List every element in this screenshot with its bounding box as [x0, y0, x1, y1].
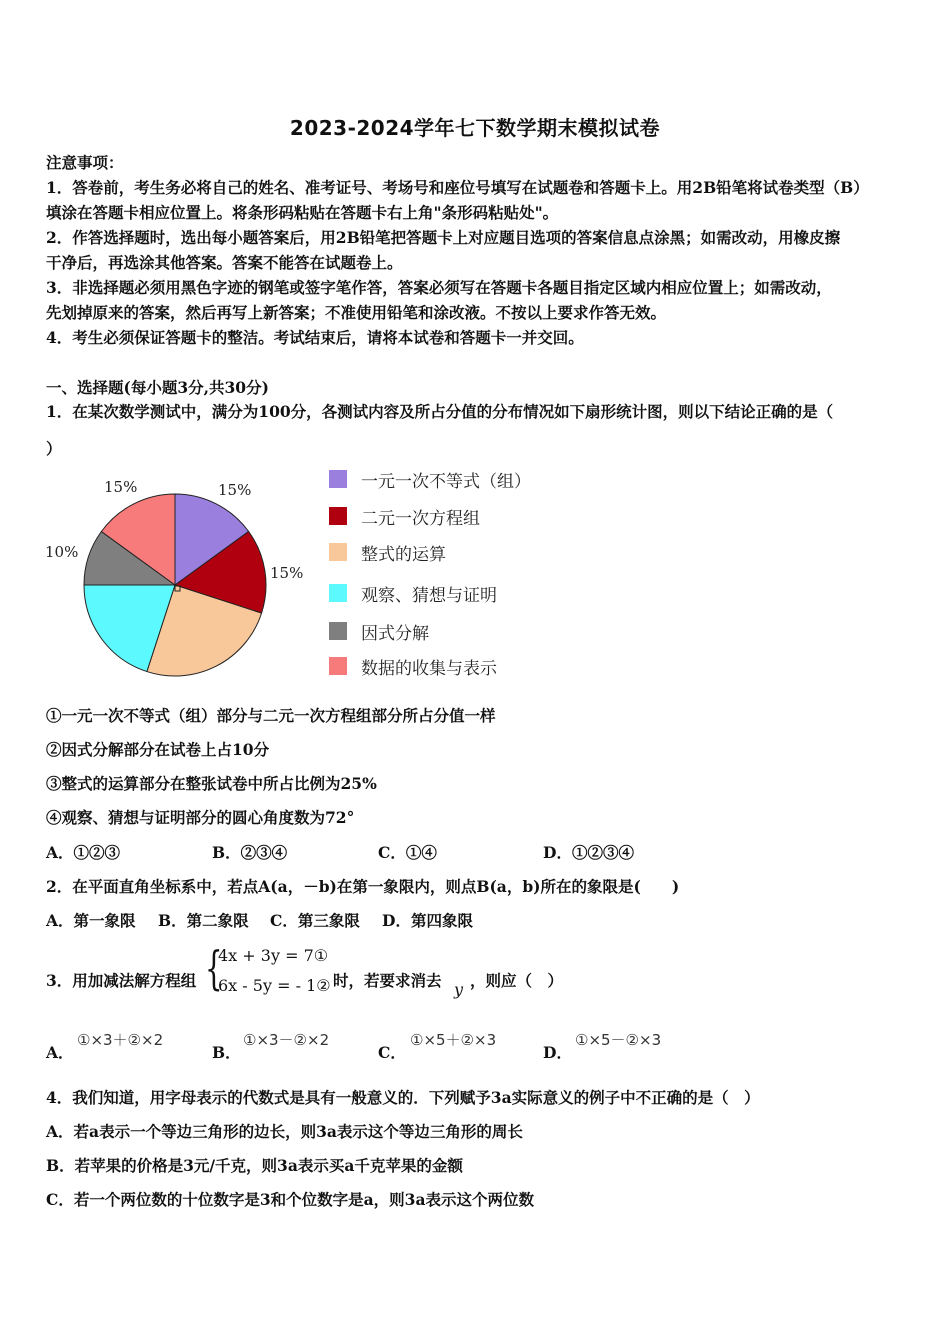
q3-option-d-letter[interactable]: D． — [543, 1043, 572, 1062]
q3-option-b-formula[interactable]: ①×3－②×2 — [243, 1031, 330, 1049]
pie-label-data-collection: 15% — [104, 478, 138, 496]
legend-label: 整式的运算 — [361, 545, 446, 565]
notice-line: 4．考生必须保证答题卡的整洁。考试结束后，请将本试卷和答题卡一并交回。 — [46, 328, 584, 347]
equation-2: 6x - 5y = - 1② — [218, 976, 331, 995]
legend-swatch — [329, 657, 347, 675]
legend-swatch — [329, 507, 347, 525]
legend-label: 观察、猜想与证明 — [361, 586, 497, 606]
q2-option-b[interactable]: B．第二象限 — [158, 911, 249, 930]
notice-line: 2．作答选择题时，选出每小题答案后，用2B铅笔把答题卡上对应题目选项的答案信息点涂黑；如需改动，用橡皮擦 — [46, 228, 841, 247]
q2-option-d[interactable]: D．第四象限 — [382, 911, 473, 930]
pie-label-factorization: 10% — [45, 543, 79, 561]
q3-option-a-letter[interactable]: A． — [46, 1043, 74, 1062]
q3-option-b-letter[interactable]: B． — [212, 1043, 241, 1062]
q2-option-c[interactable]: C．第三象限 — [270, 911, 360, 930]
q4-option-b[interactable]: B．若苹果的价格是3元/千克，则3a表示买a千克苹果的金额 — [46, 1156, 463, 1175]
q3-option-c-letter[interactable]: C． — [378, 1043, 406, 1062]
q4-option-a[interactable]: A．若a表示一个等边三角形的边长，则3a表示这个等边三角形的周长 — [46, 1122, 523, 1141]
question-1-stem: 1．在某次数学测试中，满分为100分，各测试内容及所占分值的分布情况如下扇形统计图，则以下结论正确的是（ — [46, 402, 834, 421]
equation-brace: { — [205, 941, 223, 995]
q3-option-d-formula[interactable]: ①×5－②×3 — [575, 1031, 662, 1049]
notice-line: 1．答卷前，考生务必将自己的姓名、准考证号、考场号和座位号填写在试题卷和答题卡上。用2B铅笔将试卷类型（B） — [46, 178, 869, 197]
question-1-stem-end: ） — [46, 439, 62, 458]
notice-heading: 注意事项： — [46, 153, 124, 172]
notice-line: 干净后，再选涂其他答案。答案不能答在试题卷上。 — [46, 253, 403, 272]
statement-4: ④观察、猜想与证明部分的圆心角度数为72° — [46, 808, 355, 827]
legend-swatch — [329, 470, 347, 488]
page-title: 2023-2024学年七下数学期末模拟试卷 — [289, 116, 661, 140]
pie-chart — [60, 470, 290, 690]
statement-2: ②因式分解部分在试卷上占10分 — [46, 740, 270, 759]
legend-swatch — [329, 584, 347, 602]
q4-option-c[interactable]: C．若一个两位数的十位数字是3和个位数字是a，则3a表示这个两位数 — [46, 1190, 534, 1209]
variable-y: y — [454, 980, 464, 999]
legend-label: 因式分解 — [361, 624, 429, 644]
pie-label-equation-system: 15% — [270, 564, 304, 582]
legend-swatch — [329, 622, 347, 640]
question-3-stem-mid: 时，若要求消去 — [333, 971, 442, 990]
legend-label: 二元一次方程组 — [361, 509, 480, 529]
section-heading: 一、选择题(每小题3分,共30分) — [46, 378, 269, 397]
statement-1: ①一元一次不等式（组）部分与二元一次方程组部分所占分值一样 — [46, 706, 496, 725]
q3-option-a-formula[interactable]: ①×3＋②×2 — [77, 1031, 164, 1049]
notice-line: 3．非选择题必须用黑色字迹的钢笔或签字笔作答，答案必须写在答题卡各题目指定区域内相应位置上；如需改动， — [46, 278, 832, 297]
q3-option-c-formula[interactable]: ①×5＋②×3 — [410, 1031, 497, 1049]
q1-option-d[interactable]: D．①②③④ — [543, 843, 634, 862]
statement-3: ③整式的运算部分在整张试卷中所占比例为25% — [46, 774, 377, 793]
notice-line: 填涂在答题卡相应位置上。将条形码粘贴在答题卡右上角"条形码粘贴处"。 — [46, 203, 559, 222]
question-3-stem-start: 3．用加减法解方程组 — [46, 971, 197, 990]
q1-option-c[interactable]: C．①④ — [378, 843, 437, 862]
legend-swatch — [329, 543, 347, 561]
question-3-stem-end: ，则应（ ） — [470, 971, 564, 990]
q1-option-b[interactable]: B．②③④ — [212, 843, 288, 862]
legend-label: 一元一次不等式（组） — [361, 472, 531, 492]
q1-option-a[interactable]: A．①②③ — [46, 843, 121, 862]
question-2-stem: 2．在平面直角坐标系中，若点A(a，－b)在第一象限内，则点B(a，b)所在的象限是( ) — [46, 877, 680, 896]
legend-label: 数据的收集与表示 — [361, 659, 497, 679]
equation-1: 4x + 3y = 7① — [218, 946, 329, 965]
notice-line: 先划掉原来的答案，然后再写上新答案；不准使用铅笔和涂改液。不按以上要求作答无效。 — [46, 303, 667, 322]
pie-label-inequality: 15% — [218, 481, 252, 499]
q2-option-a[interactable]: A．第一象限 — [46, 911, 136, 930]
question-4-stem: 4．我们知道，用字母表示的代数式是具有一般意义的．下列赋予3a实际意义的例子中不正确的是（ ） — [46, 1088, 760, 1107]
